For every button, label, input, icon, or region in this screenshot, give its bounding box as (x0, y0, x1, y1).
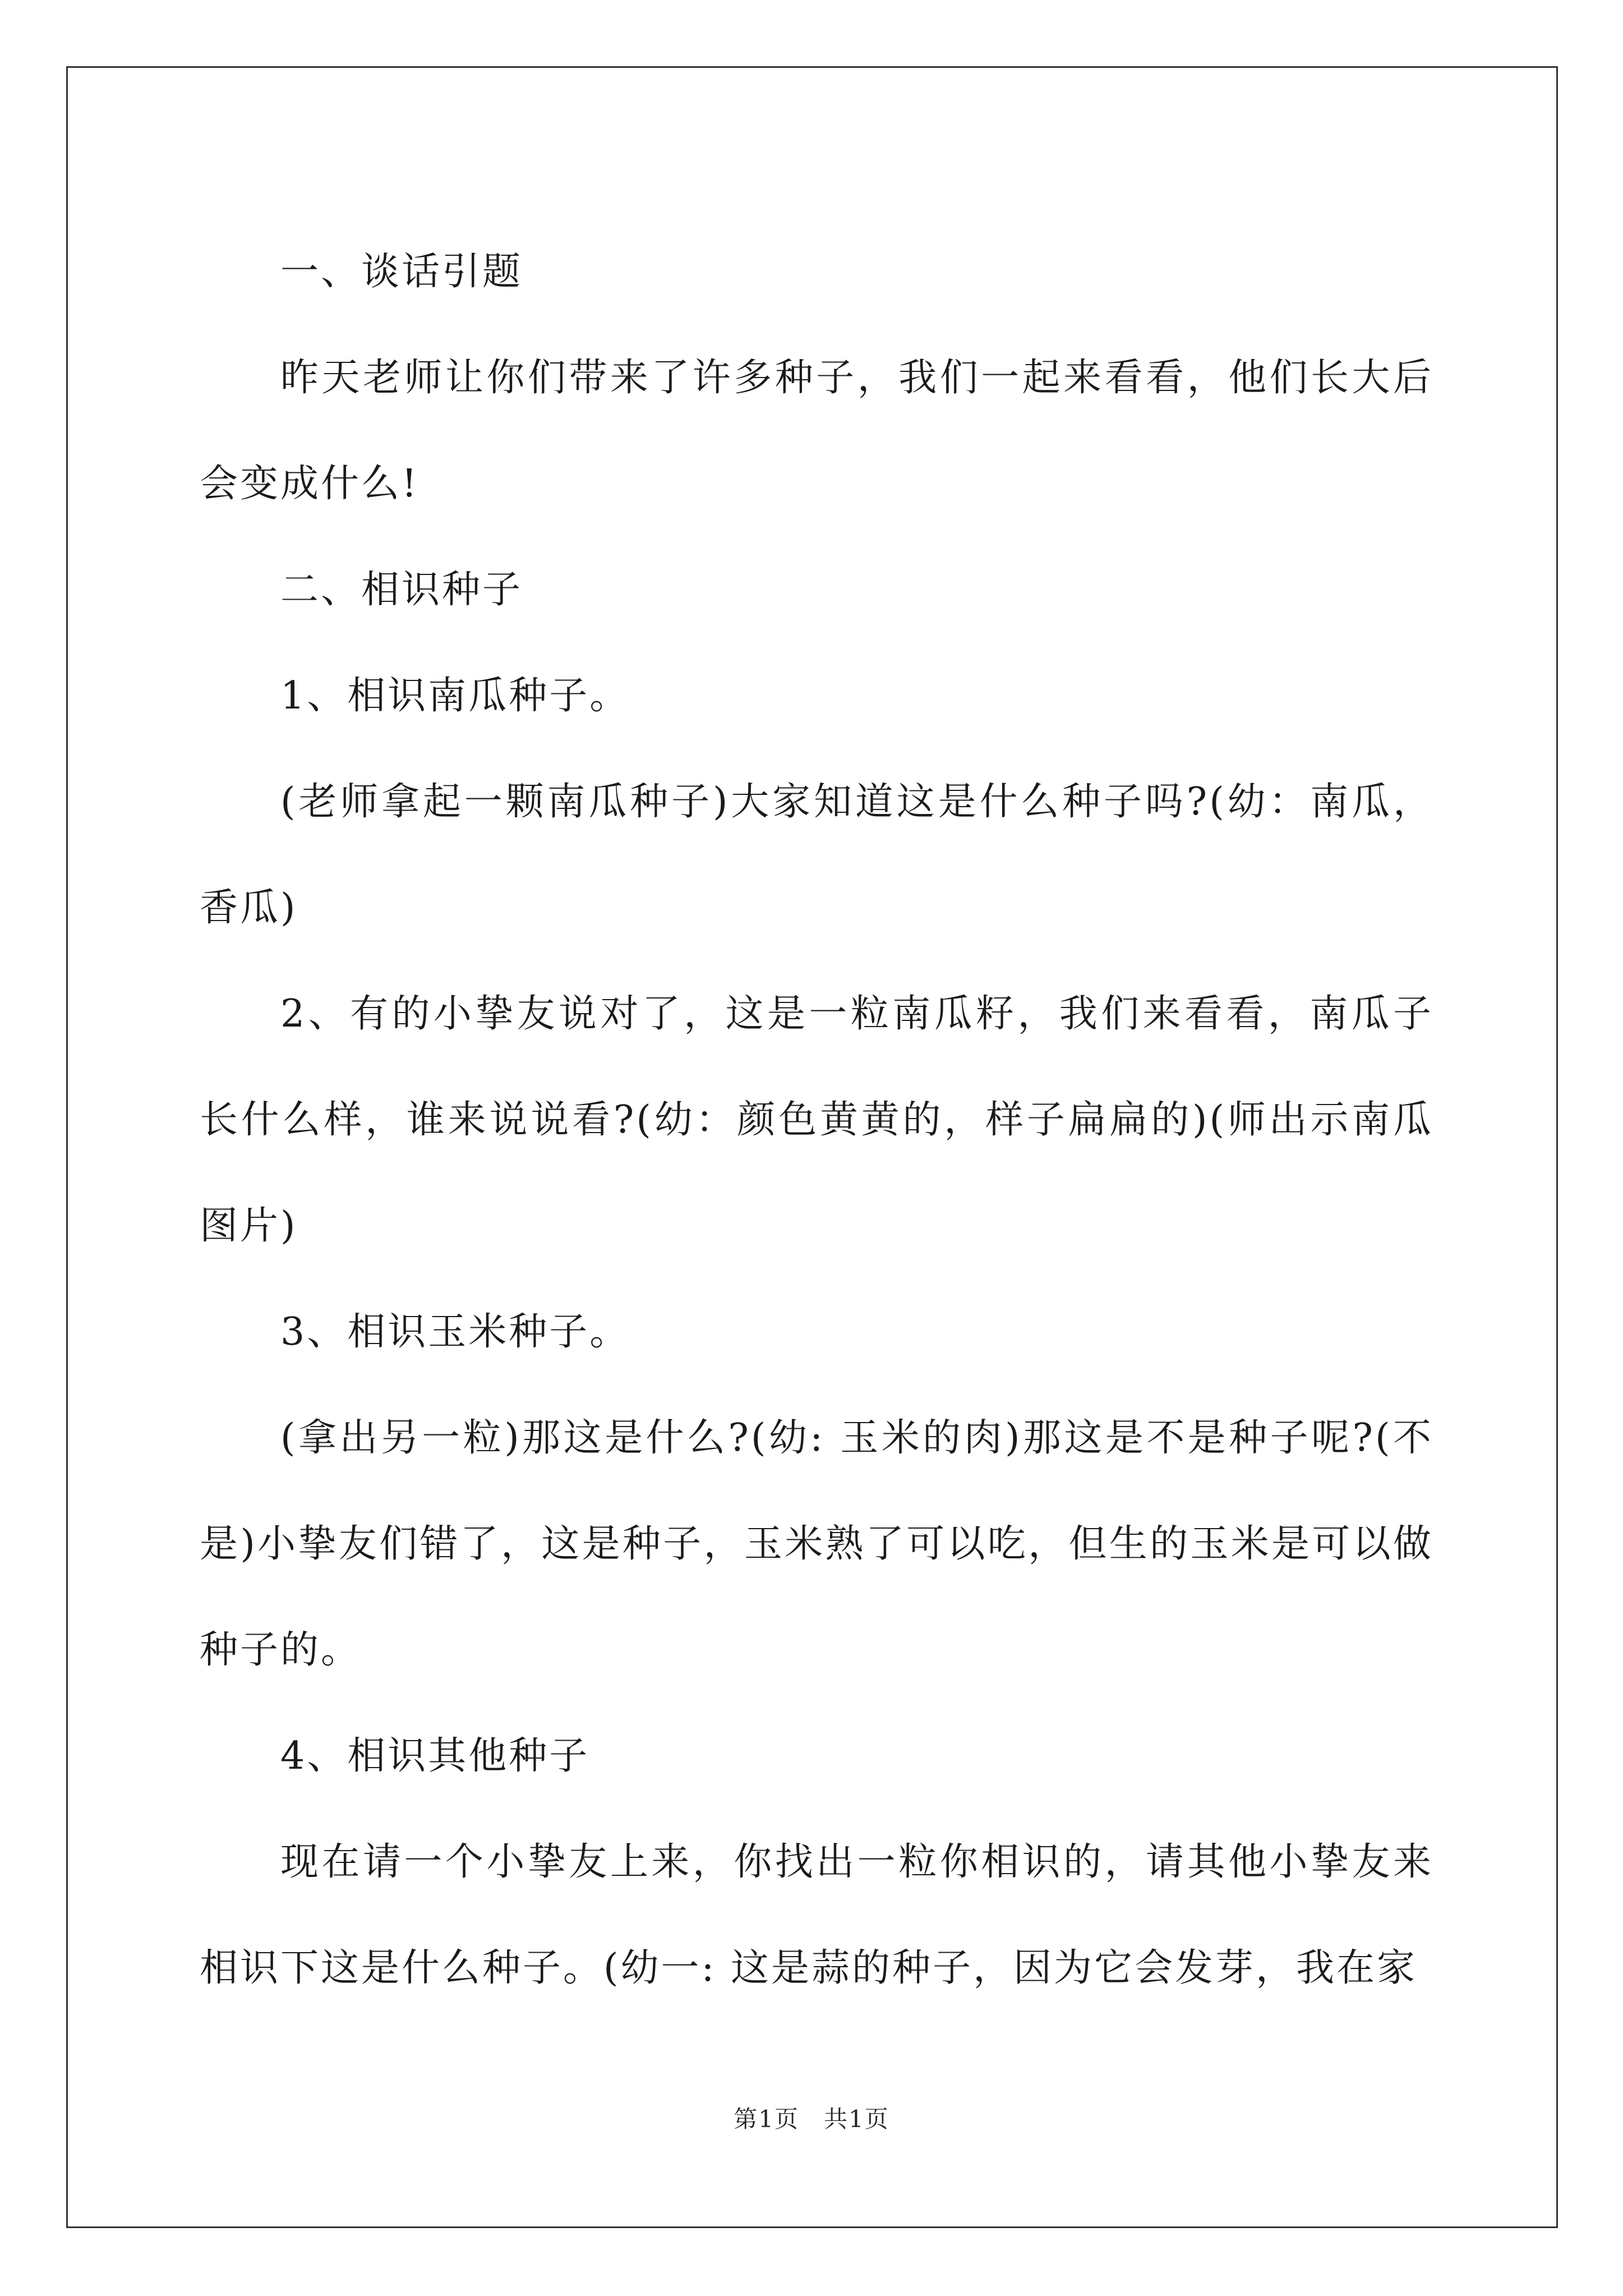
paragraph-pumpkin-description: 2、有的小挚友说对了，这是一粒南瓜籽，我们来看看，南瓜子长什么样，谁来说说看?(幼：颜色黄黄的，样子扁扁的)(师出示南瓜图片) (200, 992, 1433, 1248)
item-other-seeds: 4、相识其他种子 (280, 1734, 590, 1778)
paragraph-corn: (拿出另一粒)那这是什么?(幼: 玉米的肉)那这是不是种子呢?(不是)小挚友们错了，这是种子，玉米熟了可以吃，但生的玉米是可以做种子的。 (200, 1416, 1433, 1672)
heading-intro: 一、谈话引题 (280, 250, 523, 294)
item-pumpkin: 1、相识南瓜种子。 (280, 674, 630, 718)
paragraph-pumpkin-question: (老师拿起一颗南瓜种子)大家知道这是什么种子吗?(幼：南瓜，香瓜) (200, 780, 1433, 930)
item-corn: 3、相识玉米种子。 (280, 1310, 630, 1354)
paragraph-intro: 昨天老师让你们带来了许多种子，我们一起来看看，他们长大后会变成什么! (200, 356, 1433, 506)
heading-seeds: 二、相识种子 (280, 568, 523, 612)
page-number-footer: 第1页 共1页 (734, 2105, 889, 2133)
document-body (200, 219, 1433, 2021)
paragraph-other-seeds: 现在请一个小挚友上来，你找出一粒你相识的，请其他小挚友来相识下这是什么种子。(幼一: 这是蒜的种子，因为它会发芽，我在家 (200, 1840, 1433, 1990)
